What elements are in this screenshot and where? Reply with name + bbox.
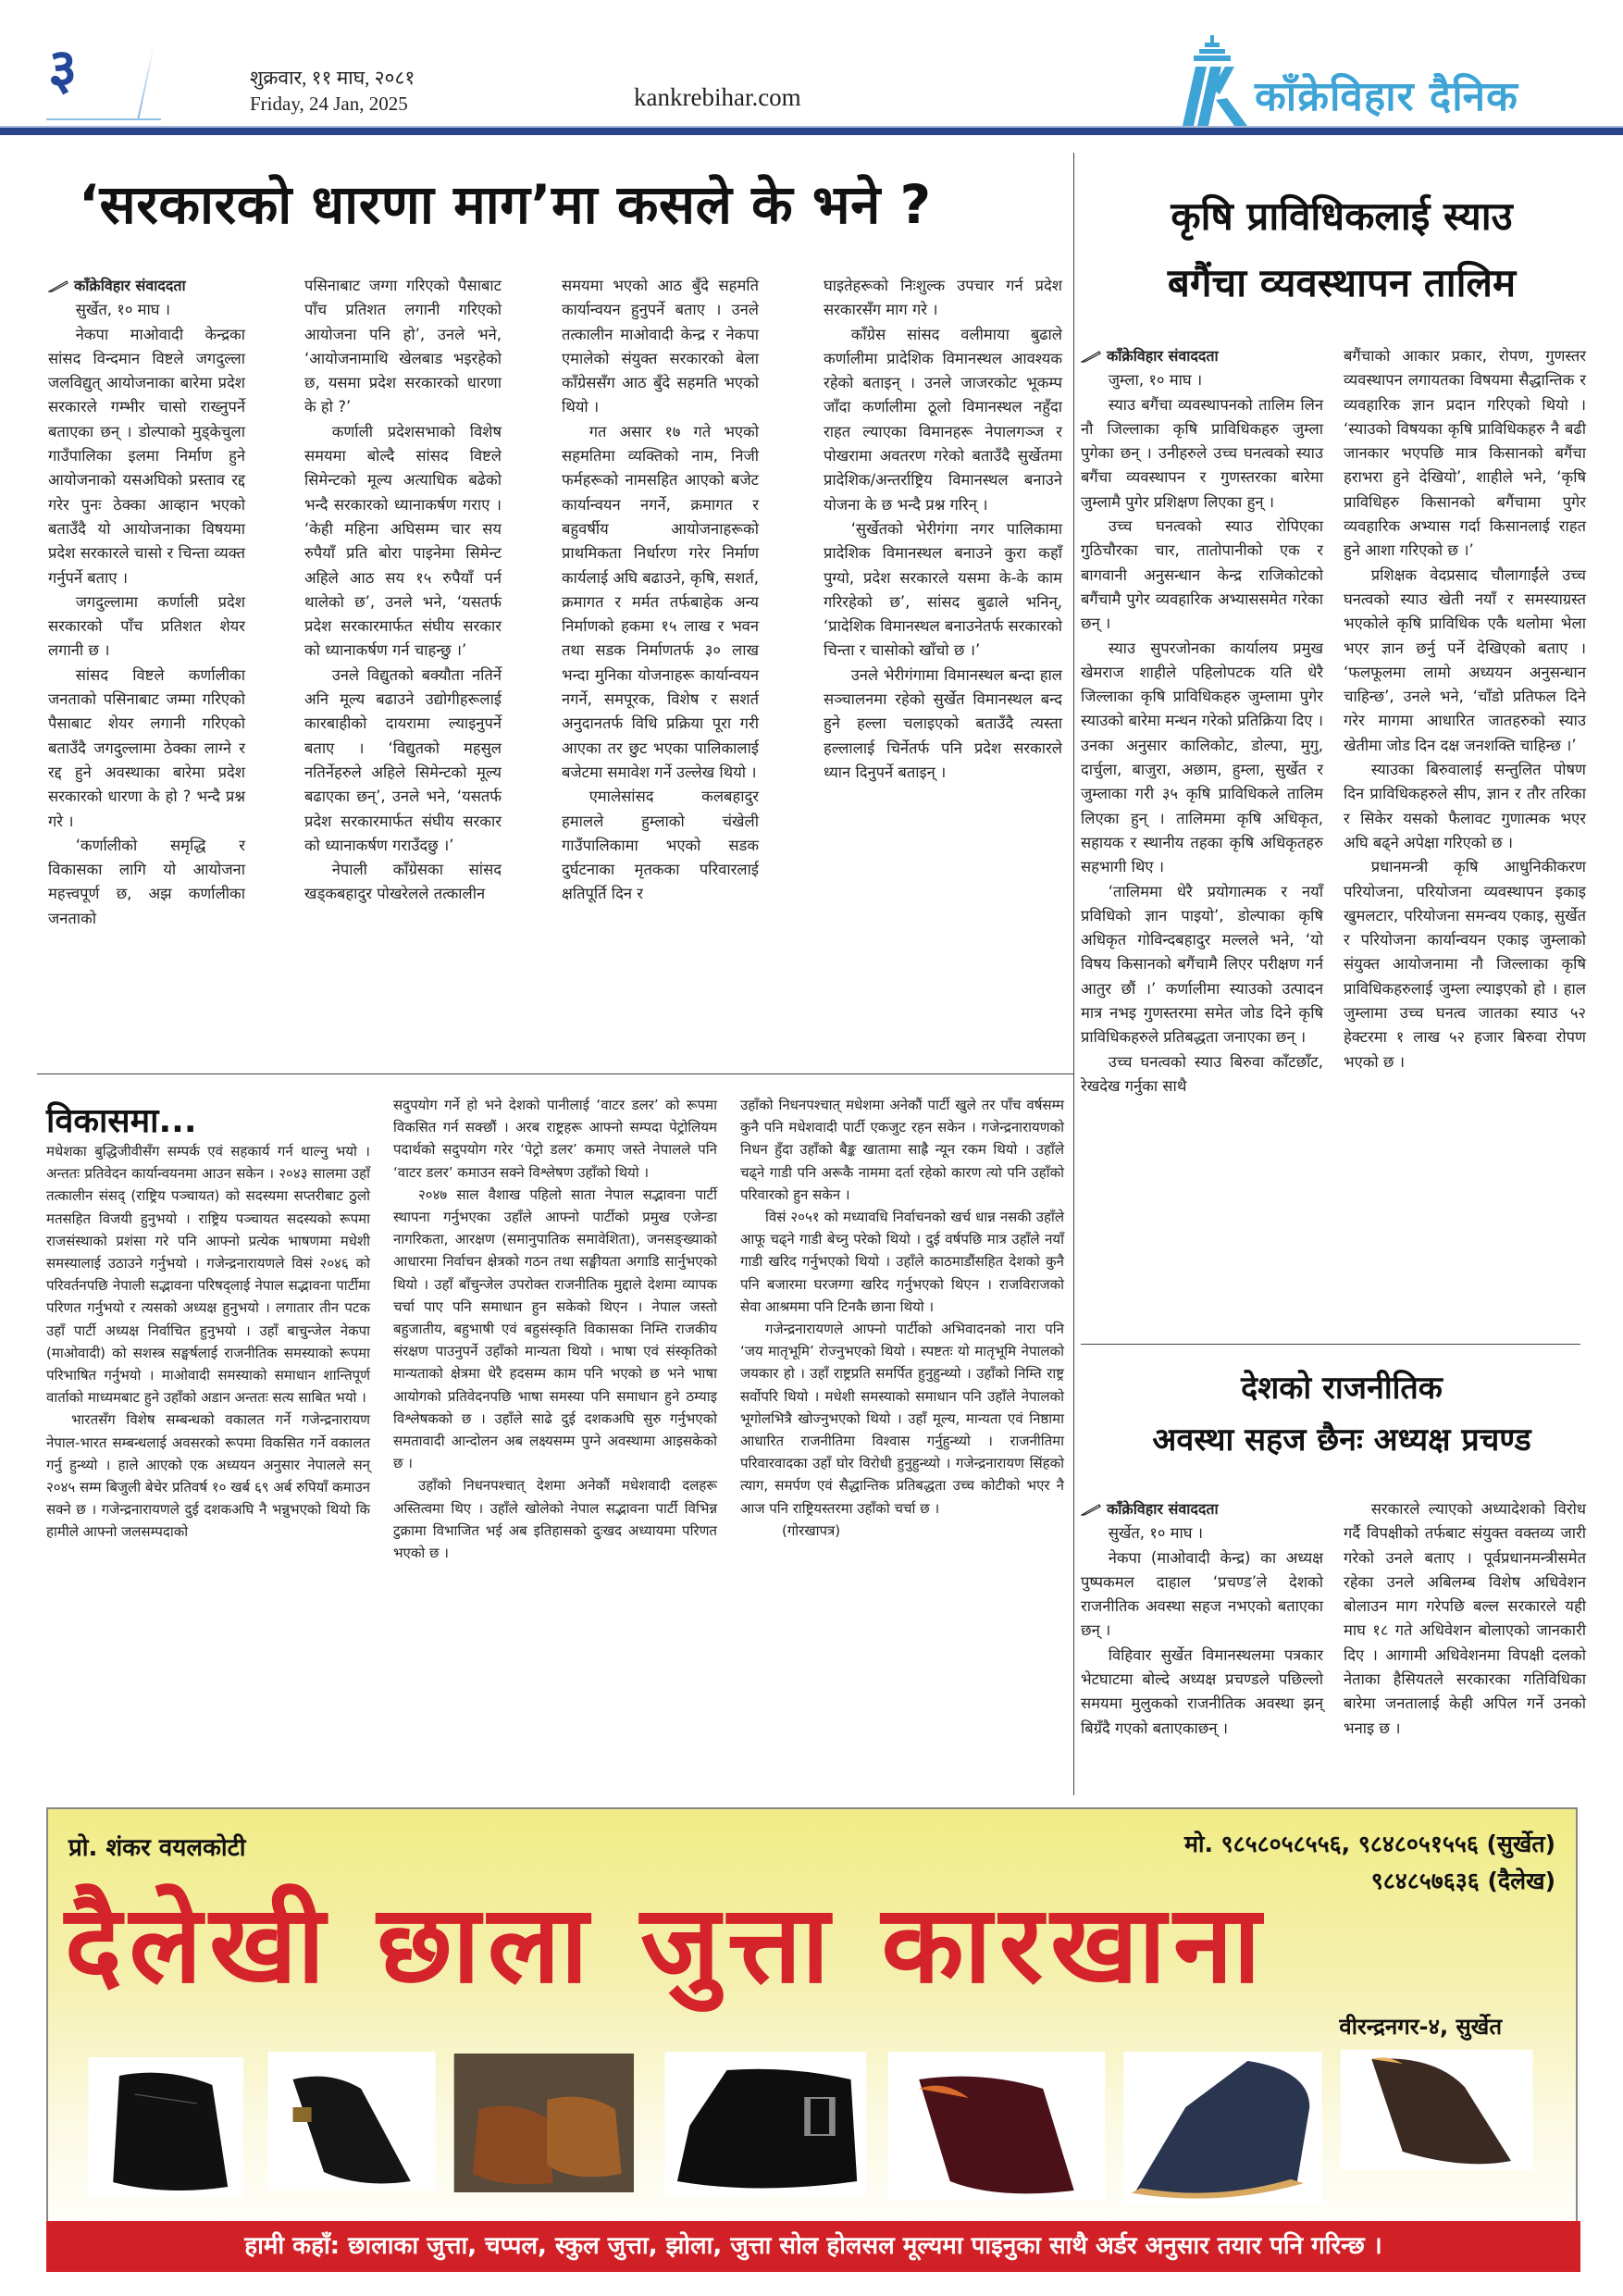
paragraph: विहिवार सुर्खेत विमानस्थलमा पत्रकार भेटघाटमा बोल्दे अध्यक्ष प्रचण्डले पछिल्लो समयमा मुलुकको राजनीतिक अवस्था झन् बिग्रँदै गएको बताएकाछन् । bbox=[1081, 1645, 1323, 1737]
paragraph: ‘कर्णालीको समृद्धि र विकासका लागि यो आयोजना महत्त्वपूर्ण छ, अझ कर्णालीका जनताको bbox=[48, 836, 245, 927]
byline bbox=[48, 274, 245, 298]
paragraph: उच्च घनत्वको स्याउ बिरुवा काँटछाँट, रेखदेख गर्नुका साथै bbox=[1081, 1052, 1323, 1095]
paragraph: नेकपा माओवादी केन्द्रका सांसद विन्दमान विष्टले जगदुल्ला जलविद्युत् आयोजनाका बारेमा प्रदेश सरकारले गम्भीर चासो राख्नुपर्ने बताएका छन् । डोल्पाको मुड्केचुला गाउँपालिका इलमा निर्माण हुने आयोजनाको यसअघिको प्रस्ताव रद्द गरेर पुनः ठेक्का आव्हान भएको बताउँदै यो आयोजनाका विषयमा प्रदेश सरकारले चासो र चिन्ता व्यक्त गर्नुपर्ने बताए । bbox=[48, 325, 245, 587]
date-nepali: शुक्रवार, ११ माघ, २०८१ bbox=[250, 67, 415, 89]
paragraph: गत असार १७ गते भएको सहमतिमा व्यक्तिको नाम, निजी फर्महरूको नामसहित आएको बजेट कार्यान्वयन नगर्ने, क्रमागत र बहुवर्षीय आयोजनाहरूको प्राथमिकता निर्धारण गरेर निर्माण कार्यलाई अघि बढाउने, कृषि, सशर्त, क्रमागत र मर्मत तर्फबाहेक अन्य निर्माणको हकमा १५ लाख र भवन तथा सडक निर्माणतर्फ ३० लाख भन्दा मुनिका योजनाहरू कार्यान्वयन नगर्ने, समपूरक, विशेष र सशर्त अनुदानतर्फ विधि प्रक्रिया पूरा गरी आएका तर छुट भएका पालिकालाई बजेटमा समावेश गर्ने उल्लेख थियो । bbox=[562, 422, 759, 781]
main-headline: ‘सरकारको धारणा माग’मा कसले के भने ? bbox=[79, 173, 932, 236]
phone-line-1: मो. ९८५८०५८५५६, ९८४८०५१५५६ (सुर्खेत) bbox=[1184, 1831, 1555, 1857]
black-monk-strap-large-icon bbox=[665, 2052, 867, 2195]
paragraph: बगैंचाको आकार प्रकार, रोपण, गुणस्तर व्यवस्थापन लगायतका विषयमा सैद्धान्तिक र व्यवहारिक ज्ञान प्रदान गरिएको थियो । ‘स्याउको विषयका कृषि प्राविधिकहरु नै बढी जानकार भएपछि मात्र किसानको बगैंचा हराभरा हुने देखियो’, शाहीले भने, ‘कृषि प्राविधिहरु किसानको बगैंचामा पुगेर व्यवहारिक अभ्यास गर्दा किसानलाई राहत हुने आशा गरिएको छ ।’ bbox=[1344, 347, 1586, 560]
paragraph: समयमा भएको आठ बुँदे सहमति कार्यान्वयन हुनुपर्ने बताए । उनले तत्कालीन माओवादी केन्द्र र नेकपा एमालेको संयुक्त सरकारको बेला काँग्रेससँग आठ बुँदे सहमति भएको थियो । bbox=[562, 277, 759, 416]
paragraph: एमालेसांसद कलबहादुर हमालले हुम्लाको चंखेली गाउँपालिकामा भएको सडक दुर्घटनाका मृतकका परिवारलाई क्षतिपूर्ति दिन र bbox=[562, 788, 759, 903]
burgundy-oxford-shoes-icon bbox=[888, 2052, 1106, 2200]
paragraph: स्याउका बिरुवालाई सन्तुलित पोषण दिन प्राविधिकहरुले सीप, ज्ञान र तौर तरिका र सिकेर यसको फैलावट गुणात्मक भएर अघि बढ्ने अपेक्षा गरिएको छ । bbox=[1344, 761, 1586, 851]
frame-base bbox=[46, 118, 161, 120]
ad-business-name: दैलेखी छाला जुत्ता कारखाना bbox=[65, 1882, 1269, 2007]
shoe-image-strip bbox=[76, 2050, 1564, 2198]
apple-article-column-2 bbox=[1344, 344, 1586, 1074]
column-divider bbox=[1073, 153, 1074, 1078]
headline-line-2: अवस्था सहज छैनः अध्यक्ष प्रचण्ड bbox=[1152, 1421, 1531, 1458]
paragraph: उहाँको निधनपश्चात् देशमा अनेकौं मधेशवादी दलहरू अस्तित्वमा थिए । उहाँले खोलेको नेपाल सद्भावना पार्टी विभिन्न टुक्रामा विभाजित भई अब इतिहासको दुःखद अध्यायमा परिणत भएको छ । bbox=[393, 1477, 717, 1562]
prachanda-headline bbox=[1083, 1362, 1601, 1466]
paragraph: नेपाली काँग्रेसका सांसद खड्कबहादुर पोखरेलले तत्कालीन bbox=[304, 861, 502, 903]
paragraph: स्याउ सुपरजोनका कार्यालय प्रमुख खेमराज शाहीले पहिलोपटक यति धेरै जिल्लाका कृषि प्राविधिकहरु जुम्लामा पुगेर स्याउको बारेमा मन्थन गरेको प्रतिक्रिया दिए । उनका अनुसार कालिकोट, डोल्पा, मुगु, दार्चुला, बाजुरा, अछाम, हुम्ला, सुर्खेत र जुम्लाका गरी ३५ कृषि प्राविधिकले तालिम लिएका हुन् । तालिममा कृषि अधिकृत, सहायक र स्थानीय तहका कृषि अधिकृतहरु सहभागी थिए । bbox=[1081, 639, 1323, 876]
page-number: ३ bbox=[48, 37, 78, 102]
shoe-factory-advertisement[interactable] bbox=[46, 1807, 1578, 2242]
byline-text: काँक्रेविहार संवाददता bbox=[1107, 347, 1219, 365]
byline bbox=[1081, 344, 1323, 368]
paragraph: सरकारले ल्याएको अध्यादेशको विरोध गर्दै विपक्षीको तर्फबाट संयुक्त वक्तव्य जारी गरेको उनले बताए । पूर्वप्रधानमन्त्रीसमेत रहेका उनले अबिलम्ब विशेष अधिवेशन बोलाउन माग गरेपछि बल्ल सरकारले यही माघ १८ गते अधिवेशन बोलाएको जानकारी दिए । आगामी अधिवेशनमा विपक्षी दलको नेताका हैसियतले सरकारका गतिविधिका बारेमा जनतालाई केही अपिल गर्ने उनको भनाइ छ । bbox=[1344, 1500, 1586, 1737]
website-link[interactable]: kankrebihar.com bbox=[634, 83, 801, 111]
paragraph: उहाँको निधनपश्चात् मधेशमा अनेकौं पार्टी खुले तर पाँच वर्षसम्म कुनै पनि मधेशवादी पार्टी एकजुट रहन सकेन । गजेन्द्रनारायणको निधन हुँदा उहाँको बैङ्क खातामा साह्रै न्यून रकम थियो । उहाँले चढ्ने गाडी पनि अरूकै नाममा दर्ता रहेको कारण त्यो पनि उहाँको परिवारको हुन सकेन । bbox=[740, 1097, 1064, 1203]
paragraph: घाइतेहरूको निःशुल्क उपचार गर्न प्रदेश सरकारसँग माग गरे । bbox=[824, 277, 1062, 319]
section-divider bbox=[1081, 1344, 1580, 1345]
paragraph: गजेन्द्रनारायणले आफ्नो पार्टीको अभिवादनको नारा पनि ‘जय मातृभूमि’ रोज्नुभएको थियो । स्पष्टतः यो मातृभूमि नेपालको जयकार हो । उहाँ राष्ट्रप्रति समर्पित हुनुहुन्थ्यो । उहाँको निम्ति राष्ट्र सर्वोपरि थियो । मधेशी समस्याको समाधान पनि उहाँले नेपालको भूगोलभित्रै खोज्नुभएको थियो । उहाँ मूल्य, मान्यता एवं निष्ठामा आधारित राजनीतिमा विश्वास गर्नुहुन्थ्यो । राजनीतिमा परिवारवादका उहाँ घोर विरोधी हुनुहुन्थ्यो । गजेन्द्रनारायण सिंहको त्याग, समर्पण एवं सैद्धान्तिक प्रतिबद्धता उच्च कोटीको भएर नै आज पनि राष्ट्रियस्तरमा उहाँको चर्चा छ । bbox=[740, 1321, 1064, 1517]
black-derby-shoe-icon bbox=[88, 2057, 243, 2196]
paragraph: स्याउ बगैंचा व्यवस्थापनको तालिम लिन नौ जिल्लाका कृषि प्राविधिकहरु जुम्ला पुगेका छन् । उनीहरुले उच्च घनत्वको स्याउ बगैंचा व्यवस्थापन र गुणस्तरका बारेमा जुम्लामै पुगेर प्रशिक्षण लिएका हुन् । bbox=[1081, 395, 1323, 511]
issue-date bbox=[250, 65, 415, 117]
prachanda-column-1 bbox=[1081, 1497, 1323, 1741]
dateline: जुम्ला, १० माघ । bbox=[1108, 371, 1203, 390]
paragraph: सदुपयोग गर्ने हो भने देशको पानीलाई ‘वाटर डलर’ को रूपमा विकसित गर्न सक्छौं । अरब राष्ट्रहरू आफ्नो सम्पदा पेट्रोलियम पदार्थको सदुपयोग गरेर ‘पेट्रो डलर’ कमाए जस्ते नेपालले पनि ‘वाटर डलर’ कमाउन सक्ने विश्लेषण उहाँको थियो । bbox=[393, 1097, 717, 1181]
headline-line-1: देशको राजनीतिक bbox=[1241, 1370, 1443, 1407]
paragraph: प्रधानमन्त्री कृषि आधुनिकीकरण परियोजना, परियोजना व्यवस्थापन इकाइ खुमलटार, परियोजना समन्वय एकाइ, सुर्खेत र परियोजना कार्यान्वयन एकाइ जुम्लाको संयुक्त आयोजनामा नौ जिल्लाका कृषि प्राविधिकहरुलाई जुम्ला ल्याइएको हो । हाल जुम्लामा उच्च घनत्व जातका स्याउ ५२ हेक्टरमा १ लाख ५२ हजार बिरुवा रोपण भएको छ । bbox=[1344, 858, 1586, 1071]
masthead bbox=[0, 0, 1623, 135]
paragraph: भारतसँग विशेष सम्बन्धको वकालत गर्ने गजेन्द्रनारायण नेपाल-भारत सम्बन्धलाई अवसरको रूपमा विकसित गर्ने वकालत गर्नु हुन्थ्यो । हाले आएको एक अध्ययन अनुसार नेपालले सन् २०४५ सम्म बिजुली बेचेर प्रतिवर्ष १० खर्ब ६९ अर्ब रुपियाँ कमाउन सक्ने छ । गजेन्द्रनारायणले दुई दशकअघि नै भन्नुभएको थियो कि हामीले आफ्नो जलसम्पदाको bbox=[46, 1411, 370, 1541]
apple-article-column-1 bbox=[1081, 344, 1323, 1098]
paragraph: उनले भेरीगंगामा विमानस्थल बन्दा हाल सञ्चालनमा रहेको सुर्खेत विमानस्थल बन्द हुने हल्ला चलाइएको बताउँदै त्यस्ता हल्लालाई चिर्नेतर्फ पनि प्रदेश सरकारले ध्यान दिनुपर्ने बताइन् । bbox=[824, 665, 1062, 781]
paragraph: मधेशका बुद्धिजीवीसँग सम्पर्क एवं सहकार्य गर्न थाल्नु भयो । अन्ततः प्रतिवेदन कार्यान्वयनमा आउन सकेन । २०४३ सालमा उहाँ तत्कालीन संसद् (राष्ट्रिय पञ्चायत) को सदस्यमा सप्तरीबाट ठुलो मतसहित विजयी हुनुभयो । राष्ट्रिय पञ्चायत सदस्यको रूपमा राजसंस्थाको प्रशंसा गरे पनि आफ्नो प्रत्येक भाषणमा मधेशी समस्यालाई उठाउने गर्नुभयो । गजेन्द्रनारायणले विसं २०४६ को परिवर्तनपछि नेपाली सद्भावना परिषद्लाई नेपाल सद्भावना पार्टीमा परिणत गर्नुभयो र त्यसको अध्यक्ष हुनुभयो । लगातार तीन पटक उहाँ पार्टी अध्यक्ष निर्वाचित हुनुभयो । उहाँ बाचुन्जेल नेकपा (माओवादी) को सशस्त्र सङ्घर्षलाई राजनीतिक समस्याको रूपमा परिभाषित गर्नुभयो । माओवादी समस्याको समाधान शान्तिपूर्ण वार्ताको माध्यमबाट हुने उहाँको अडान अन्ततः सत्य साबित भयो । bbox=[46, 1143, 370, 1407]
paragraph: ‘सुर्खेतको भेरीगंगा नगर पालिकामा प्रादेशिक विमानस्थल बनाउने कुरा कहाँ पुग्यो, प्रदेश सरकारले यसमा के-के काम गरिरहेको छ’, सांसद बुढाले भनिन्, ‘प्रादेशिक विमानस्थल बनाउनेतर्फ सरकारको चिन्ता र चासोको खाँचो छ ।’ bbox=[824, 519, 1062, 660]
development-column-2 bbox=[393, 1094, 717, 1564]
pen-icon bbox=[1081, 350, 1101, 363]
logo-text: काँक्रेविहार दैनिक bbox=[1255, 73, 1518, 120]
newspaper-logo[interactable] bbox=[1173, 33, 1590, 126]
source-credit: (गोरखापत्र) bbox=[782, 1521, 841, 1539]
ad-footer-banner: हामी कहाँ: छालाका जुत्ता, चप्पल, स्कुल जुत्ता, झोला, जुत्ता सोल होलसल मूल्यमा पाइनुका साथै अर्डर अनुसार तयार पनि गरिन्छ । bbox=[46, 2221, 1580, 2272]
frame-slant bbox=[137, 48, 155, 120]
paragraph: २०४७ साल वैशाख पहिलो साता नेपाल सद्भावना पार्टी स्थापना गर्नुभएका उहाँले आफ्नो पार्टीको प्रमुख एजेन्डा नागरिकता, आरक्षण (समानुपातिक समावेशिता), जनसङ्ख्याको आधारमा निर्वाचन क्षेत्रको गठन तथा सङ्घीयता अगाडि सार्नुभएको थियो । उहाँ बाँचुन्जेल उपरोक्त राजनीतिक मुद्दाले देशमा व्यापक चर्चा पाए पनि समाधान हुन सकेको थिएन । नेपाल जस्तो बहुजातीय, बहुभाषी एवं बहुसंस्कृति विकासका निम्ति राजकीय संरक्षण पाउनुपर्ने उहाँको मान्यता थियो । भाषा एवं संस्कृतिको मान्यताको क्षेत्रमा धेरै हदसम्म काम पनि भएको छ भने भाषा आयोगको प्रतिवेदनपछि भाषा समस्या पनि समाधान हुने ठम्याइ विश्लेषकको छ । उहाँले साढे दुई दशकअघि सुरु गर्नुभएको समतावादी आन्दोलन अब लक्ष्यसम्म पुग्ने अवस्थामा आइसकेको छ । bbox=[393, 1185, 717, 1472]
date-english: Friday, 24 Jan, 2025 bbox=[250, 93, 408, 115]
masthead-rule bbox=[0, 128, 1623, 135]
black-monk-strap-shoe-icon bbox=[268, 2052, 436, 2191]
brown-oxford-shoe-icon bbox=[1341, 2050, 1533, 2170]
main-article-column-2 bbox=[304, 274, 502, 907]
paragraph: ‘तालिममा धेरै प्रयोगात्मक र नयाँ प्रविधिको ज्ञान पाइयो’, डोल्पाका कृषि अधिकृत गोविन्दबहादुर मल्लले भने, ‘यो विषय किसानको बगैंचामै लिएर परीक्षण गर्न आतुर छौं ।’ कर्णालीमा स्याउको उत्पादन मात्र नभइ गुणस्तरमा समेत जोड दिने कृषि प्राविधिकहरुले प्रतिबद्धता जनाएका छन् । bbox=[1081, 882, 1323, 1047]
pen-icon bbox=[1081, 1503, 1101, 1516]
dateline: सुर्खेत, १० माघ । bbox=[75, 301, 171, 319]
paragraph: प्रशिक्षक वेदप्रसाद चौलागाईंले उच्च घनत्वको स्याउ खेती नयाँ र समस्याग्रस्त भएकोले कृषि प्राविधिक एकै थलोमा भेला भएर ज्ञान छर्नु पर्ने देखिएको बताए । ‘फलफूलमा लामो अध्ययन अनुसन्धान चाहिन्छ’, उनले भने, ‘चाँडो प्रतिफल दिने गरेर मागमा आधारित जातहरुको स्याउ खेतीमा जोड दिन दक्ष जनशक्ति चाहिन्छ ।’ bbox=[1344, 565, 1586, 754]
development-column-1 bbox=[46, 1140, 370, 1544]
paragraph: उनले विद्युतको बक्यौता नतिर्ने अनि मूल्य बढाउने उद्योगीहरूलाई कारबाहीको दायरामा ल्याइनुपर्ने बताए । ‘विद्युतको महसुल नतिर्नेहरुले अहिले सिमेन्टको मूल्य बढाएका छन्’, उनले भने, ‘यसतर्फ प्रदेश सरकारमार्फत संघीय सरकार को ध्यानाकर्षण गराउँदछु ।’ bbox=[304, 665, 502, 854]
paragraph: पसिनाबाट जग्गा गरिएको पैसाबाट पाँच प्रतिशत लगानी गरिएको आयोजना पनि हो’, उनले भने, ‘आयोजनामाथि खेलबाड भइरहेको छ, यसमा प्रदेश सरकारको धारणा के हो ?’ bbox=[304, 277, 502, 416]
brown-leather-shoes-icon bbox=[454, 2054, 634, 2192]
paragraph: जगदुल्लामा कर्णाली प्रदेश सरकारको पाँच प्रतिशत शेयर लगानी छ । bbox=[48, 592, 245, 660]
paragraph: काँग्रेस सांसद वलीमाया बुढाले कर्णालीमा प्रादेशिक विमानस्थल आवश्यक रहेको बताइन् । उनले जाजरकोट भूकम्प जाँदा कर्णालीमा ठूलो विमानस्थल नहुँदा राहत ल्याएका विमानहरू नेपालगञ्ज र पोखरामा अवतरण गरेको बताउँदै सुर्खेतमा प्रादेशिक/अन्तर्राष्ट्रिय विमानस्थल बनाउने योजना के छ भन्दै प्रश्न गरिन् । bbox=[824, 325, 1062, 514]
pen-icon bbox=[48, 279, 68, 292]
headline-line-2: बगैंचा व्यवस्थापन तालिम bbox=[1167, 260, 1517, 305]
paragraph: कर्णाली प्रदेशसभाको विशेष समयमा बोल्दै सांसद विष्टले सिमेन्टको मूल्य अत्याधिक बढेको भन्दै सरकारको ध्यानाकर्षण गराए । ‘केही महिना अघिसम्म चार सय रुपैयाँ प्रति बोरा पाइनेमा सिमेन्ट अहिले आठ सय १५ रुपैयाँ पर्न थालेको छ’, उनले भने, ‘यसतर्फ प्रदेश सरकारमार्फत संघीय सरकार को ध्यानाकर्षण गर्न चाहन्छु ।’ bbox=[304, 422, 502, 660]
dateline: सुर्खेत, १० माघ । bbox=[1108, 1524, 1204, 1543]
paragraph: सांसद विष्टले कर्णालीका जनताको पसिनाबाट जम्मा गरिएको पैसाबाट शेयर लगानी गरिएको बताउँदै जगदुल्लामा ठेक्का लाग्ने र रद्द हुने अवस्थाका बारेमा प्रदेश सरकारको धारणा के हो ? भन्दै प्रश्न गरे । bbox=[48, 665, 245, 830]
apple-training-headline bbox=[1083, 183, 1601, 316]
main-article-column-1 bbox=[48, 274, 245, 931]
paragraph: विसं २०५१ को मध्यावधि निर्वाचनको खर्च धान्न नसकी उहाँले आफू चढ्ने गाडी बेच्नु परेको थियो । दुई वर्षपछि मात्र उहाँले नयाँ गाडी खरिद गर्नुभएको थियो । उहाँले काठमाडौंसहित देशको कुनै पनि बजारमा घरजग्गा खरिद गर्नुभएको थिएन । राजविराजको सेवा आश्रममा पनि टिनकै छाना थियो । bbox=[740, 1209, 1064, 1315]
temple-logo-icon bbox=[1173, 33, 1257, 126]
column-divider bbox=[1073, 1078, 1074, 1795]
main-article-column-4 bbox=[824, 274, 1062, 785]
headline-line-1: कृषि प्राविधिकलाई स्याउ bbox=[1171, 193, 1513, 239]
paragraph: उच्च घनत्वको स्याउ रोपिएका गुठिचौरका चार, तातोपानीको एक र बागवानी अनुसन्धान केन्द्र राजिकोटको बगैंचामै पुगेर व्यवहारिक अभ्याससमेत गरेका छन् । bbox=[1081, 517, 1323, 633]
byline-text: काँक्रेविहार संवाददता bbox=[74, 277, 186, 294]
paragraph: नेकपा (माओवादी केन्द्र) का अध्यक्ष पुष्पकमल दाहाल ‘प्रचण्ड’ले देशको राजनीतिक अवस्था सहज नभएको बताएका छन् । bbox=[1081, 1548, 1323, 1640]
byline bbox=[1081, 1497, 1323, 1521]
phone-line-2: ९८४८५७६३६ (दैलेख) bbox=[1370, 1868, 1555, 1894]
ad-proprietor: प्रो. शंकर वयलकोटी bbox=[68, 1834, 246, 1862]
development-section-title: विकासमा... bbox=[46, 1102, 197, 1140]
navy-suede-derby-shoe-icon bbox=[1123, 2052, 1321, 2204]
prachanda-column-2 bbox=[1344, 1497, 1586, 1741]
main-article-column-3 bbox=[562, 274, 759, 907]
ad-address: वीरन्द्रनगर-४, सुर्खेत bbox=[1339, 2014, 1502, 2040]
development-column-3 bbox=[740, 1094, 1064, 1542]
byline-text: काँक्रेविहार संवाददता bbox=[1107, 1500, 1219, 1518]
